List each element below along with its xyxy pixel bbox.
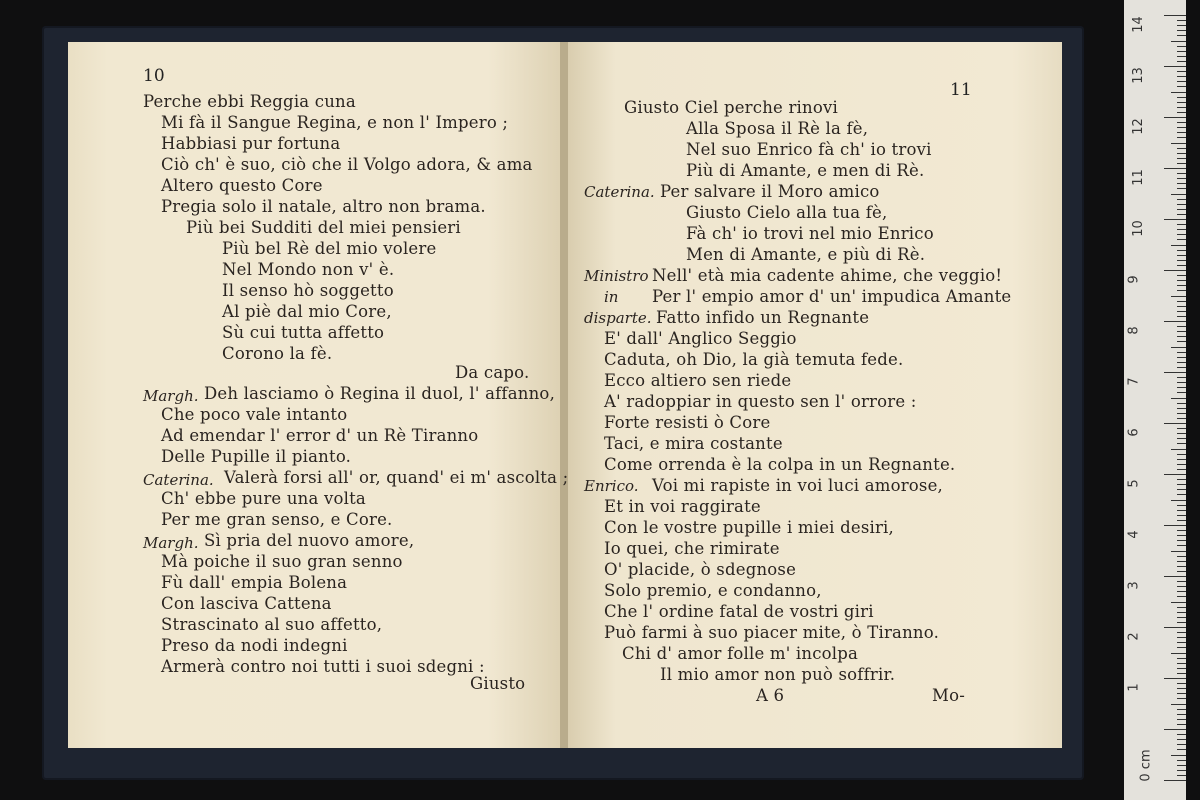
text-line: Et in voi raggirate [604, 497, 761, 516]
ruler-tick [1177, 642, 1186, 643]
ruler-tick [1177, 607, 1186, 608]
ruler-tick [1177, 239, 1186, 240]
ruler-tick [1171, 245, 1186, 246]
ruler-tick [1177, 765, 1186, 766]
ruler-tick [1177, 204, 1186, 205]
ruler-tick [1177, 535, 1186, 536]
text-line: Più di Amante, e men di Rè. [686, 161, 925, 180]
ruler-number: 6 [1126, 428, 1142, 437]
text-line: Io quei, che rimirate [604, 539, 780, 558]
ruler-tick [1177, 418, 1186, 419]
ruler-tick [1177, 158, 1186, 159]
ruler-tick [1177, 632, 1186, 633]
text-line: Può farmi à suo piacer mite, ò Tiranno. [604, 623, 940, 642]
ruler-tick [1177, 612, 1186, 613]
ruler-tick [1177, 556, 1186, 557]
ruler-tick [1177, 734, 1186, 735]
ruler-number: 2 [1126, 632, 1142, 641]
ruler-tick [1177, 392, 1186, 393]
ruler-tick [1177, 51, 1186, 52]
ruler-tick [1177, 260, 1186, 261]
text-line: Men di Amante, e più di Rè. [686, 245, 926, 264]
ruler-tick [1164, 678, 1186, 679]
text-line: Preso da nodi indegni [161, 636, 348, 655]
stage-direction: disparte. [584, 309, 652, 327]
ruler-tick [1177, 224, 1186, 225]
text-line: Il senso hò soggetto [222, 281, 394, 300]
ruler-tick [1171, 194, 1186, 195]
ruler-tick [1177, 571, 1186, 572]
ruler-tick [1177, 35, 1186, 36]
text-line: Con lasciva Cattena [161, 594, 332, 613]
ruler-tick [1177, 709, 1186, 710]
ruler-tick [1177, 290, 1186, 291]
ruler-tick [1177, 658, 1186, 659]
ruler-tick [1177, 484, 1186, 485]
catchword: Giusto [470, 674, 526, 693]
ruler-unit-label: 0 cm [1138, 749, 1154, 782]
ruler-tick [1177, 153, 1186, 154]
ruler-tick [1177, 683, 1186, 684]
text-line: Con le vostre pupille i miei desiri, [604, 518, 894, 537]
ruler-tick [1177, 403, 1186, 404]
ruler-tick [1177, 586, 1186, 587]
ruler-number: 10 [1130, 220, 1146, 237]
speaker-label: Margh. [143, 387, 199, 405]
ruler-tick [1177, 265, 1186, 266]
text-line: Armerà contro noi tutti i suoi sdegni : [161, 657, 485, 676]
da-capo: Da capo. [455, 363, 530, 382]
speaker-label: Caterina. [584, 183, 655, 201]
text-line: Giusto Cielo alla tua fè, [686, 203, 888, 222]
speaker-label: Margh. [143, 534, 199, 552]
ruler-tick [1164, 576, 1186, 577]
ruler-tick [1177, 112, 1186, 113]
ruler-tick [1164, 729, 1186, 730]
text-line: Mi fà il Sangue Regina, e non l' Impero ; [161, 113, 509, 132]
text-line: Corono la fè. [222, 344, 333, 363]
ruler-tick [1177, 617, 1186, 618]
text-line: Per salvare il Moro amico [660, 182, 880, 201]
text-line: Valerà forsi all' or, quand' ei m' ascolta ; [224, 468, 569, 487]
ruler-number: 9 [1126, 275, 1142, 284]
ruler-tick [1171, 653, 1186, 654]
text-line: Al piè dal mio Core, [222, 302, 392, 321]
ruler-tick [1177, 352, 1186, 353]
ruler-tick [1177, 362, 1186, 363]
ruler-tick [1177, 698, 1186, 699]
ruler-tick [1177, 749, 1186, 750]
ruler-tick [1171, 500, 1186, 501]
ruler-tick [1171, 602, 1186, 603]
ruler-tick [1171, 551, 1186, 552]
ruler-tick [1177, 20, 1186, 21]
ruler-tick [1177, 285, 1186, 286]
text-line: Nel Mondo non v' è. [222, 260, 395, 279]
ruler-tick [1177, 132, 1186, 133]
ruler-tick [1177, 438, 1186, 439]
ruler-tick [1177, 433, 1186, 434]
ruler-tick [1164, 66, 1186, 67]
text-line: Per me gran senso, e Core. [161, 510, 393, 529]
text-line: Habbiasi pur fortuna [161, 134, 341, 153]
ruler-tick [1177, 30, 1186, 31]
ruler-tick [1177, 377, 1186, 378]
ruler-tick [1177, 510, 1186, 511]
ruler-number: 3 [1126, 581, 1142, 590]
ruler-tick [1164, 780, 1186, 781]
ruler-tick [1177, 413, 1186, 414]
text-line: Fatto infido un Regnante [656, 308, 870, 327]
ruler-tick [1177, 459, 1186, 460]
ruler-tick [1164, 219, 1186, 220]
ruler-tick [1164, 525, 1186, 526]
speaker-label: Ministro [584, 267, 649, 285]
text-line: Solo premio, e condanno, [604, 581, 822, 600]
ruler-tick [1164, 270, 1186, 271]
text-line: Nell' età mia cadente ahime, che veggio! [652, 266, 1003, 285]
ruler-number: 8 [1126, 326, 1142, 335]
ruler-tick [1177, 596, 1186, 597]
text-line: Ciò ch' è suo, ciò che il Volgo adora, & ama [161, 155, 533, 174]
text-line: Sù cui tutta affetto [222, 323, 385, 342]
text-line: Più bel Rè del mio volere [222, 239, 437, 258]
text-line: Altero questo Core [161, 176, 323, 195]
ruler-tick [1171, 92, 1186, 93]
ruler-tick [1177, 505, 1186, 506]
ruler-tick [1177, 357, 1186, 358]
ruler-tick [1177, 581, 1186, 582]
text-line: O' placide, ò sdegnose [604, 560, 797, 579]
ruler-tick [1171, 398, 1186, 399]
text-line: Delle Pupille il pianto. [161, 447, 352, 466]
ruler-tick [1177, 408, 1186, 409]
text-line: Deh lasciamo ò Regina il duol, l' affanno, [204, 384, 556, 403]
ruler-tick [1177, 443, 1186, 444]
ruler-tick [1177, 250, 1186, 251]
ruler-tick [1177, 97, 1186, 98]
ruler-tick [1177, 561, 1186, 562]
ruler-tick [1177, 520, 1186, 521]
ruler-tick [1177, 387, 1186, 388]
text-line: Perche ebbi Reggia cuna [143, 92, 356, 111]
ruler-tick [1177, 173, 1186, 174]
ruler-tick [1164, 423, 1186, 424]
text-line: Mà poiche il suo gran senno [161, 552, 403, 571]
ruler-tick [1171, 296, 1186, 297]
text-line: Caduta, oh Dio, la già temuta fede. [604, 350, 904, 369]
text-line: Forte resisti ò Core [604, 413, 771, 432]
ruler-number: 1 [1126, 683, 1142, 692]
ruler-tick [1177, 647, 1186, 648]
ruler-tick [1164, 627, 1186, 628]
ruler-tick [1177, 454, 1186, 455]
ruler-tick [1177, 540, 1186, 541]
ruler-tick [1177, 107, 1186, 108]
ruler-tick [1177, 530, 1186, 531]
ruler-tick [1177, 178, 1186, 179]
text-line: Voi mi rapiste in voi luci amorose, [652, 476, 944, 495]
ruler-number: 11 [1130, 169, 1146, 186]
ruler-tick [1171, 41, 1186, 42]
ruler-tick [1177, 127, 1186, 128]
ruler-tick [1177, 71, 1186, 72]
ruler-tick [1177, 693, 1186, 694]
ruler-tick [1164, 321, 1186, 322]
ruler-tick [1177, 494, 1186, 495]
ruler-tick [1177, 188, 1186, 189]
text-line: Fù dall' empia Bolena [161, 573, 348, 592]
ruler-tick [1177, 428, 1186, 429]
ruler-tick [1177, 719, 1186, 720]
ruler-tick [1177, 739, 1186, 740]
ruler-tick [1177, 25, 1186, 26]
book-gutter [560, 42, 568, 748]
ruler-tick [1177, 102, 1186, 103]
ruler-tick [1177, 382, 1186, 383]
ruler-tick [1171, 704, 1186, 705]
text-line: Chi d' amor folle m' incolpa [622, 644, 859, 663]
ruler-tick [1177, 209, 1186, 210]
text-line: Giusto Ciel perche rinovi [624, 98, 838, 117]
left-page-number: 10 [143, 66, 165, 86]
ruler-number: 14 [1130, 16, 1146, 33]
text-line: Il mio amor non può soffrir. [660, 665, 896, 684]
ruler-tick [1177, 489, 1186, 490]
text-line: Ad emendar l' error d' un Rè Tiranno [161, 426, 479, 445]
text-line: Taci, e mira costante [604, 434, 783, 453]
ruler-tick [1177, 367, 1186, 368]
measurement-ruler [1124, 0, 1186, 800]
text-line: Come orrenda è la colpa in un Regnante. [604, 455, 956, 474]
ruler-tick [1177, 469, 1186, 470]
ruler-tick [1177, 199, 1186, 200]
ruler-tick [1177, 301, 1186, 302]
ruler-tick [1177, 545, 1186, 546]
stage-direction: in [604, 288, 619, 306]
ruler-tick [1177, 137, 1186, 138]
ruler-tick [1177, 311, 1186, 312]
text-line: Alla Sposa il Rè la fè, [686, 119, 869, 138]
text-line: Per l' empio amor d' un' impudica Amante [652, 287, 1012, 306]
ruler-tick [1164, 15, 1186, 16]
text-line: E' dall' Anglico Seggio [604, 329, 797, 348]
ruler-number: 12 [1130, 118, 1146, 135]
text-line: Pregia solo il natale, altro non brama. [161, 197, 486, 216]
right-page-number: 11 [950, 80, 972, 100]
text-line: Nel suo Enrico fà ch' io trovi [686, 140, 932, 159]
ruler-tick [1177, 148, 1186, 149]
ruler-tick [1177, 479, 1186, 480]
text-line: Strascinato al suo affetto, [161, 615, 383, 634]
ruler-number: 4 [1126, 530, 1142, 539]
ruler-tick [1164, 474, 1186, 475]
ruler-tick [1177, 770, 1186, 771]
ruler-tick [1171, 755, 1186, 756]
ruler-tick [1164, 117, 1186, 118]
ruler-tick [1177, 331, 1186, 332]
ruler-tick [1177, 744, 1186, 745]
ruler-tick [1177, 255, 1186, 256]
ruler-tick [1177, 724, 1186, 725]
ruler-tick [1177, 341, 1186, 342]
ruler-tick [1177, 306, 1186, 307]
ruler-tick [1177, 316, 1186, 317]
speaker-label: Caterina. [143, 471, 214, 489]
text-line: Ch' ebbe pure una volta [161, 489, 366, 508]
catchword: Mo- [932, 686, 966, 705]
ruler-tick [1177, 714, 1186, 715]
ruler-tick [1177, 688, 1186, 689]
text-line: Sì pria del nuovo amore, [204, 531, 415, 550]
ruler-tick [1177, 183, 1186, 184]
text-line: Più bei Sudditi del miei pensieri [186, 218, 461, 237]
ruler-tick [1177, 668, 1186, 669]
ruler-tick [1177, 234, 1186, 235]
ruler-tick [1177, 326, 1186, 327]
ruler-tick [1177, 61, 1186, 62]
ruler-tick [1177, 86, 1186, 87]
ruler-tick [1177, 566, 1186, 567]
ruler-tick [1177, 637, 1186, 638]
signature-mark: A 6 [756, 686, 785, 705]
text-line: Fà ch' io trovi nel mio Enrico [686, 224, 934, 243]
ruler-tick [1177, 229, 1186, 230]
text-line: Che l' ordine fatal de vostri giri [604, 602, 874, 621]
ruler-number: 7 [1126, 377, 1142, 386]
ruler-tick [1171, 449, 1186, 450]
ruler-tick [1177, 591, 1186, 592]
ruler-tick [1177, 46, 1186, 47]
ruler-tick [1177, 622, 1186, 623]
text-line: A' radoppiar in questo sen l' orrore : [604, 392, 917, 411]
ruler-number: 5 [1126, 479, 1142, 488]
ruler-tick [1177, 673, 1186, 674]
ruler-tick [1177, 214, 1186, 215]
ruler-tick [1177, 663, 1186, 664]
ruler-tick [1177, 464, 1186, 465]
ruler-tick [1177, 760, 1186, 761]
ruler-tick [1171, 143, 1186, 144]
ruler-tick [1177, 81, 1186, 82]
ruler-tick [1177, 336, 1186, 337]
ruler-number: 13 [1130, 67, 1146, 84]
ruler-tick [1177, 163, 1186, 164]
ruler-tick [1177, 56, 1186, 57]
ruler-tick [1164, 372, 1186, 373]
ruler-tick [1177, 775, 1186, 776]
ruler-tick [1177, 122, 1186, 123]
ruler-tick [1164, 168, 1186, 169]
ruler-tick [1177, 280, 1186, 281]
text-line: Ecco altiero sen riede [604, 371, 792, 390]
text-line: Che poco vale intanto [161, 405, 348, 424]
ruler-tick [1177, 515, 1186, 516]
ruler-tick [1171, 347, 1186, 348]
ruler-tick [1177, 275, 1186, 276]
speaker-label: Enrico. [584, 477, 639, 495]
ruler-tick [1177, 76, 1186, 77]
